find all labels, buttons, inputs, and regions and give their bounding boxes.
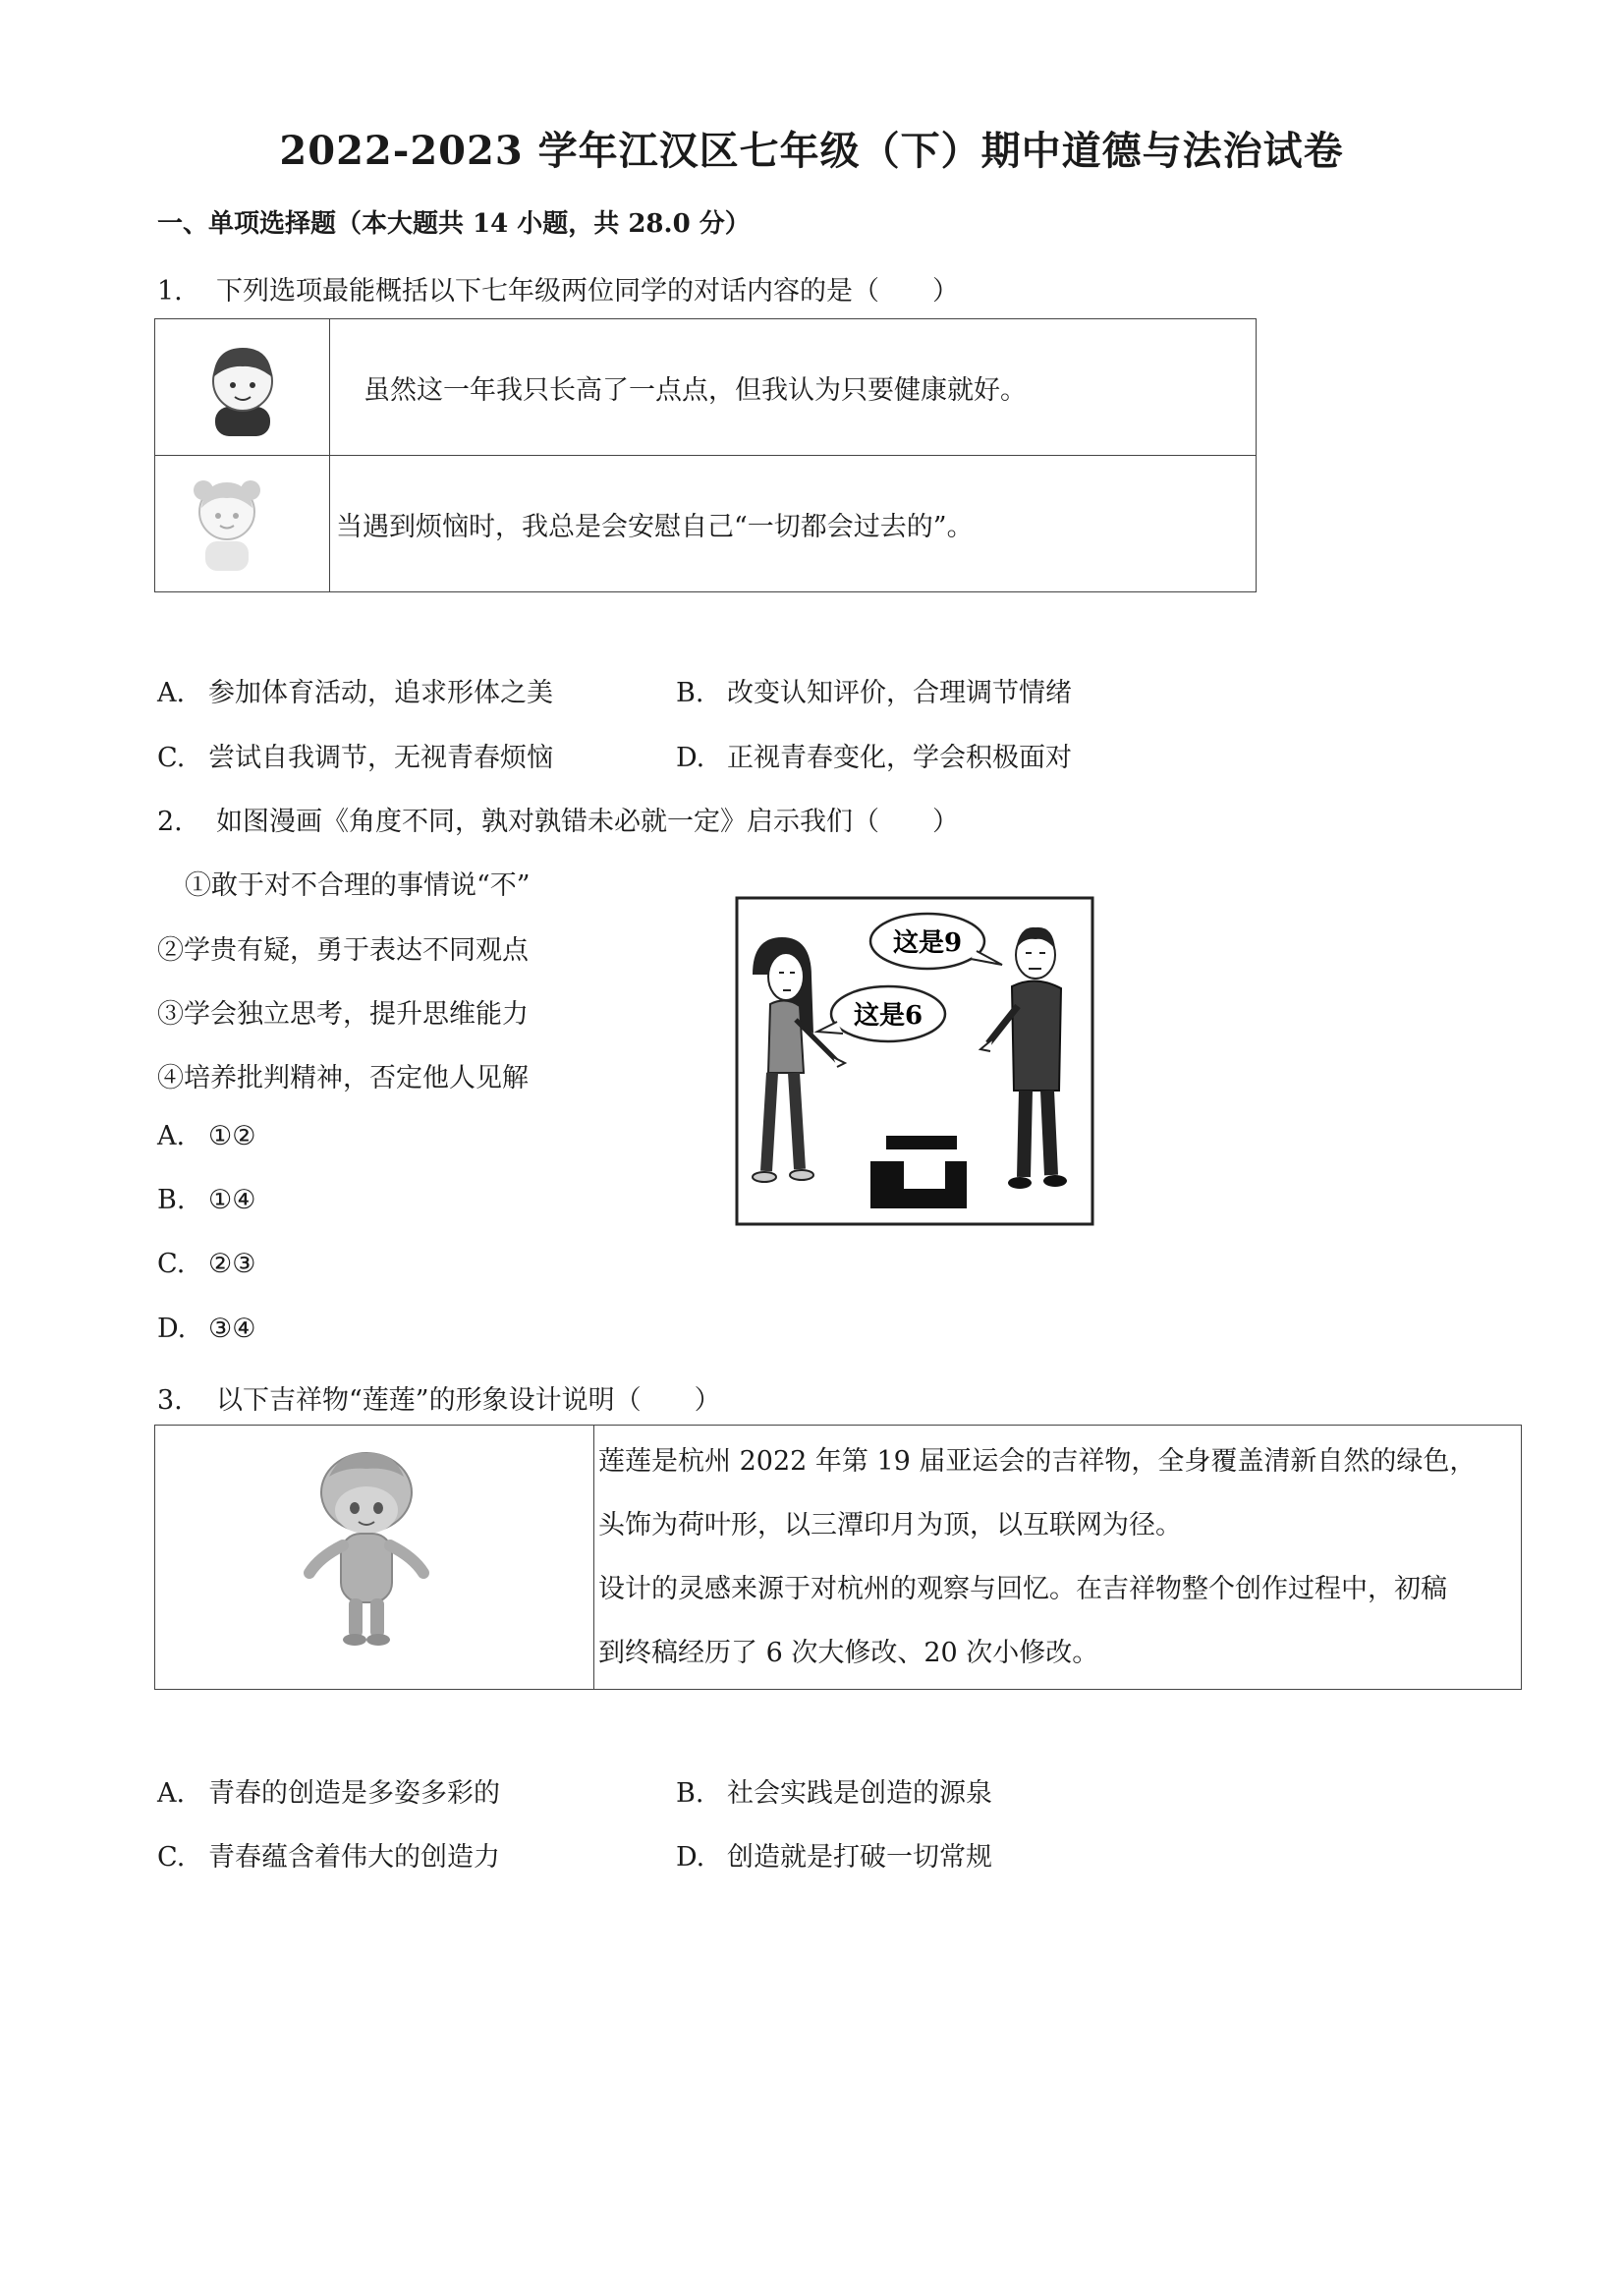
boy-avatar-cell [155,319,330,456]
question-1-option-a: A. 参加体育活动，追求形体之美 [157,678,553,708]
mascot-description-line-2: 头饰为荷叶形，以三潭印月为顶，以互联网为径。 [598,1510,1182,1540]
mascot-description-line-3: 设计的灵感来源于对杭州的观察与回忆。在吉祥物整个创作过程中，初稿 [598,1574,1447,1604]
question-2-option-c: C. ②③ [157,1249,256,1279]
question-2-statement-2: ②学贵有疑，勇于表达不同观点 [157,935,529,966]
boy-avatar-icon [156,320,328,454]
question-2-stem [157,800,959,838]
question-2-option-b: B. ①④ [157,1185,256,1215]
question-2-text: 如图漫画《角度不同，孰对孰错未必就一定》启示我们（ ） [216,807,959,837]
question-1-number: 1. [157,276,183,307]
question-1-option-d: D. 正视青春变化，学会积极面对 [676,743,1072,773]
page-title: 2022-2023 学年江汉区七年级（下）期中道德与法治试卷 [279,128,1344,174]
question-2-statement-3: ③学会独立思考，提升思维能力 [157,999,529,1030]
question-3-stem [157,1378,721,1417]
girl-avatar-icon [156,457,328,590]
question-2-option-a: A. ①② [157,1121,256,1151]
question-3-option-d: D. 创造就是打破一切常规 [676,1842,992,1873]
mascot-description-cell [594,1426,1522,1690]
question-3-text: 以下吉祥物“莲莲”的形象设计说明（ ） [216,1385,721,1416]
question-1-text: 下列选项最能概括以下七年级两位同学的对话内容的是（ ） [216,276,959,307]
question-3-option-a: A. 青春的创造是多姿多彩的 [157,1778,500,1809]
question-2-number: 2. [157,807,183,837]
question-2-statement-4: ④培养批判精神，否定他人见解 [157,1063,529,1093]
bubble-left-text: 这是6 [853,1001,923,1031]
question-2-statement-1: ①敢于对不合理的事情说“不” [185,870,531,901]
girl-avatar-cell [155,456,330,592]
question-2-option-d: D. ③④ [157,1314,256,1344]
mascot-lianlian-icon [156,1429,592,1685]
question-3-option-c: C. 青春蕴含着伟大的创造力 [157,1842,500,1873]
question-1-option-c: C. 尝试自我调节，无视青春烦恼 [157,743,553,773]
question-3-mascot-table [154,1425,1522,1690]
mascot-description-line-4: 到终稿经历了 6 次大修改、20 次小修改。 [598,1638,1099,1668]
mascot-image-cell [155,1426,594,1690]
bubble-right-text: 这是9 [892,928,963,958]
question-1-stem [157,269,959,308]
mascot-description-line-1: 莲莲是杭州 2022 年第 19 届亚运会的吉祥物，全身覆盖清新自然的绿色， [598,1446,1477,1477]
question-3-number: 3. [157,1385,183,1416]
question-1-dialogue-table [154,318,1257,592]
question-1-row-2-text: 当遇到烦恼时，我总是会安慰自己“一切都会过去的”。 [330,456,1257,592]
comic-svg [735,896,1094,1226]
question-1-row-1-text: 虽然这一年我只长高了一点点，但我认为只要健康就好。 [330,319,1257,456]
section-heading: 一、单项选择题（本大题共 14 小题，共 28.0 分） [157,209,751,239]
comic-illustration [735,896,1094,1226]
question-1-option-b: B. 改变认知评价，合理调节情绪 [676,678,1072,708]
question-3-option-b: B. 社会实践是创造的源泉 [676,1778,992,1809]
